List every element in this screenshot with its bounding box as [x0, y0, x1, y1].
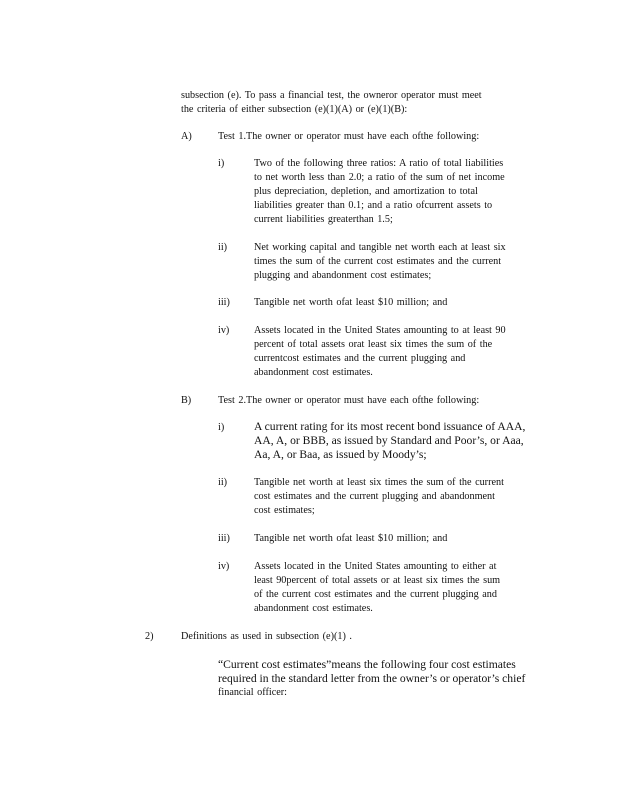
item-number: i): [218, 158, 225, 169]
test-a-item-iii: [254, 296, 447, 310]
test-a-item-ii: [254, 241, 506, 283]
item-line: Net working capital and tangible net worth each at least six: [254, 242, 506, 253]
intro-line: subsection (e). To pass a financial test, the owneror operator must meet: [181, 90, 482, 101]
item-line: liabilities greater than 0.1; and a ratio ofcurrent assets to: [254, 200, 493, 211]
intro-line: the criteria of either subsection (e)(1)(A) or (e)(1)(B):: [181, 104, 408, 115]
item-line: Aa, A, or Baa, as issued by Moody’s;: [254, 448, 427, 461]
item-number: ii): [218, 242, 228, 253]
item-number: iv): [218, 325, 230, 336]
item-line: Two of the following three ratios: A ratio of total liabilities: [254, 158, 504, 169]
intro-paragraph: [181, 89, 482, 117]
item-line: abandonment cost estimates.: [254, 367, 373, 378]
item-number: iv): [218, 561, 230, 572]
item-line: plus depreciation, depletion, and amortization to total: [254, 186, 478, 197]
item-line: A current rating for its most recent bond issuance of AAA,: [254, 420, 526, 433]
test-a-label: A): [181, 131, 192, 142]
item-number: ii): [218, 477, 228, 488]
test-a-item-iv: [254, 324, 506, 380]
test-b-item-i: [254, 420, 525, 462]
item-line: Tangible net worth ofat least $10 million; and: [254, 297, 448, 308]
test-b-item-iv: [254, 560, 500, 616]
item-line: times the sum of the current cost estimates and the current: [254, 256, 502, 267]
item-line: Assets located in the United States amounting to either at: [254, 561, 497, 572]
item-number: iii): [218, 297, 230, 308]
item-number: iii): [218, 533, 230, 544]
definition-paragraph: [218, 658, 525, 700]
test-b-label: B): [181, 395, 192, 406]
section-2-label: 2): [145, 631, 154, 642]
definition-line: required in the standard letter from the owner’s or operator’s chief: [218, 672, 526, 685]
test-a-item-i: [254, 157, 505, 227]
item-line: cost estimates and the current plugging and abandonment: [254, 491, 495, 502]
item-line: AA, A, or BBB, as issued by Standard and Poor’s, or Aaa,: [254, 434, 524, 447]
test-a-heading: Test 1.The owner or operator must have each ofthe following:: [218, 131, 480, 142]
item-line: to net worth less than 2.0; a ratio of the sum of net income: [254, 172, 505, 183]
section-2-heading: Definitions as used in subsection (e)(1) .: [181, 631, 352, 642]
item-line: least 90percent of total assets or at least six times the sum: [254, 575, 501, 586]
item-line: Tangible net worth at least six times the sum of the current: [254, 477, 504, 488]
item-line: of the current cost estimates and the current plugging and: [254, 589, 497, 600]
item-line: plugging and abandonment cost estimates;: [254, 270, 432, 281]
test-b-item-ii: [254, 476, 504, 518]
definition-line: “Current cost estimates”means the following four cost estimates: [218, 658, 516, 671]
test-b-heading: Test 2.The owner or operator must have each ofthe following:: [218, 395, 480, 406]
item-number: i): [218, 422, 225, 433]
item-line: Tangible net worth ofat least $10 million; and: [254, 533, 448, 544]
item-line: percent of total assets orat least six times the sum of the: [254, 339, 493, 350]
item-line: currentcost estimates and the current plugging and: [254, 353, 466, 364]
definition-line: financial officer:: [218, 687, 287, 698]
item-line: Assets located in the United States amounting to at least 90: [254, 325, 506, 336]
item-line: current liabilities greaterthan 1.5;: [254, 214, 393, 225]
item-line: cost estimates;: [254, 505, 315, 516]
item-line: abandonment cost estimates.: [254, 603, 373, 614]
test-b-item-iii: [254, 532, 447, 546]
